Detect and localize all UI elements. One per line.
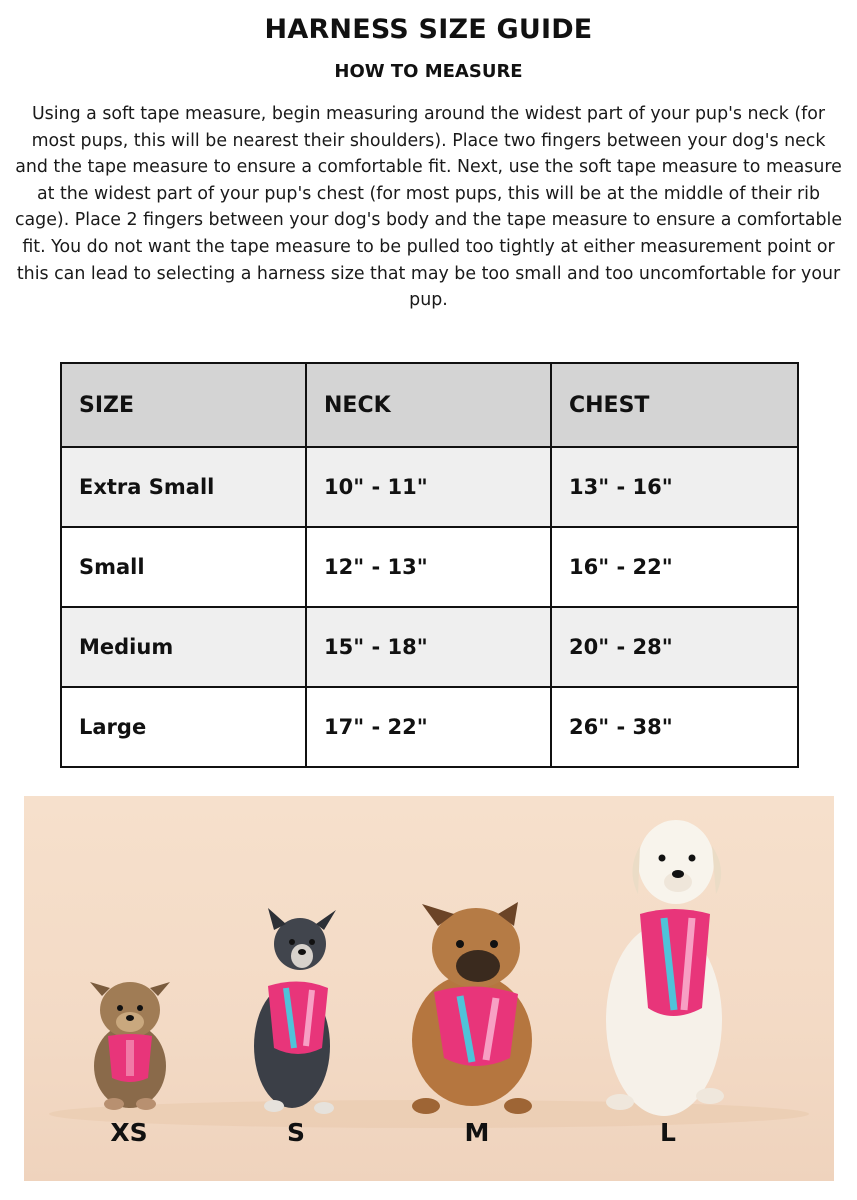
size-cell: Extra Small: [61, 447, 306, 527]
header-chest: CHEST: [551, 363, 798, 447]
neck-cell: 12" - 13": [306, 527, 551, 607]
label-xs: XS: [110, 1118, 148, 1147]
chest-cell: 26" - 38": [551, 687, 798, 767]
s-dog-illustration: [254, 908, 336, 1114]
chest-cell: 13" - 16": [551, 447, 798, 527]
size-cell: Large: [61, 687, 306, 767]
chest-cell: 16" - 22": [551, 527, 798, 607]
label-l: L: [660, 1118, 676, 1147]
neck-cell: 17" - 22": [306, 687, 551, 767]
table-row: [61, 447, 798, 527]
xs-dog-illustration: [90, 982, 170, 1110]
size-cell: Small: [61, 527, 306, 607]
page-title: HARNESS SIZE GUIDE: [264, 14, 593, 45]
table-row: [61, 527, 798, 607]
label-s: S: [286, 1118, 305, 1147]
header-neck: NECK: [306, 363, 551, 447]
table-row: [61, 687, 798, 767]
size-cell: Medium: [61, 607, 306, 687]
label-m: M: [464, 1118, 490, 1147]
table-header-row: [61, 363, 798, 447]
section-subtitle: HOW TO MEASURE: [334, 61, 523, 82]
neck-cell: 15" - 18": [306, 607, 551, 687]
table-row: [61, 607, 798, 687]
header-size: SIZE: [61, 363, 306, 447]
measuring-instructions: Using a soft tape measure, begin measuring around the widest part of your pup's neck (for most pups, this will be nearest their shoulders). Place two fingers between your dog's neck and the tape measure to ensure a comfortable fit. Next, use the soft tape measure to measure at the widest part of your pup's chest (for most pups, this will be at the middle of their rib cage). Place 2 fingers between your dog's body and the tape measure to ensure a comfortable fit. You do not want the tape measure to be pulled too tightly at either measurement point or this can lead to selecting a harness size that may be too small and too uncomfortable for your pup.: [14, 104, 843, 311]
size-table: [60, 362, 799, 768]
l-dog-illustration: [606, 820, 724, 1116]
chest-cell: 20" - 28": [551, 607, 798, 687]
m-dog-illustration: [412, 902, 532, 1114]
neck-cell: 10" - 11": [306, 447, 551, 527]
